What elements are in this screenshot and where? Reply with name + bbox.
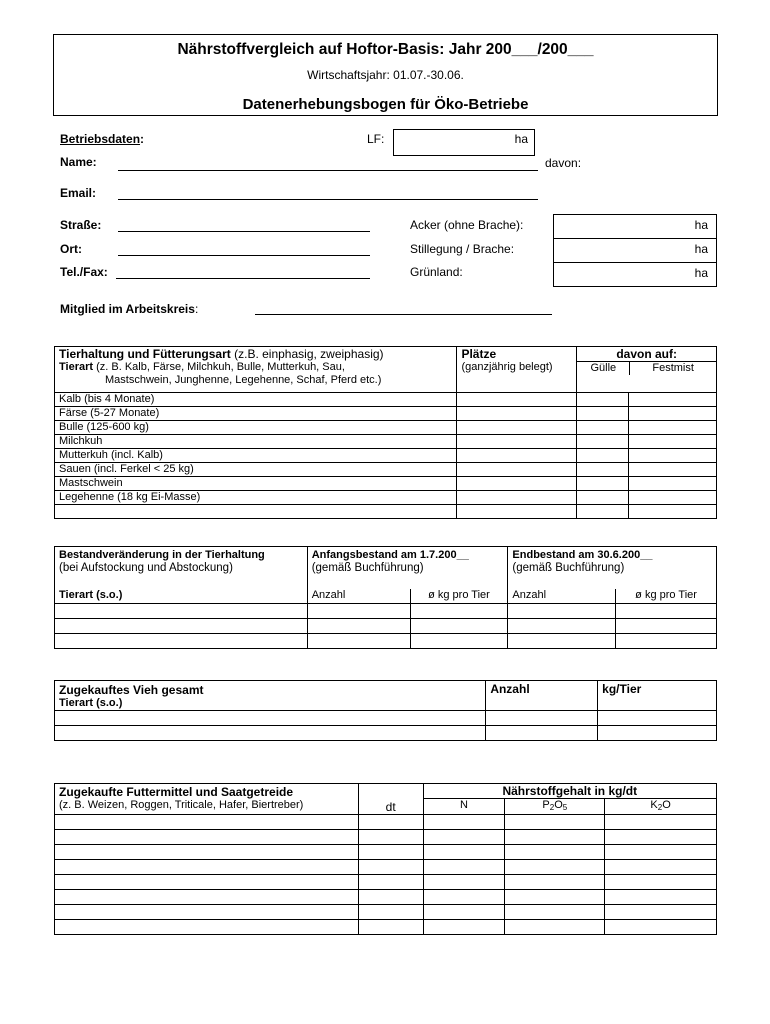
dt-header: dt xyxy=(358,784,423,815)
davon-label: davon: xyxy=(545,156,582,170)
header-box xyxy=(53,34,718,116)
zukauf-vieh-table xyxy=(54,680,717,741)
futtermittel-table xyxy=(54,783,717,935)
naehrstoff-header: Nährstoffgehalt in kg/dt xyxy=(423,784,716,799)
form-heading: Nährstoffvergleich auf Hoftor-Basis: Jahr 200___/200___ xyxy=(177,41,594,58)
name-field[interactable] xyxy=(118,170,538,171)
anfangsbestand-header: Anfangsbestand am 1.7.200__ (gemäß Buchführung) xyxy=(307,547,508,589)
tier-row: Mastschwein xyxy=(55,477,457,491)
mitglied-label: Mitglied im Arbeitskreis: xyxy=(60,302,199,316)
tier-row[interactable] xyxy=(55,505,457,519)
kg-pro-tier-header: ø kg pro Tier xyxy=(616,589,717,604)
p2o5-header: $P_2O_5$ xyxy=(505,799,605,815)
tier-row: Legehenne (18 kg Ei-Masse) xyxy=(55,491,457,505)
ort-label: Ort: xyxy=(60,242,82,256)
bestand-table xyxy=(54,546,717,649)
stillegung-ha-unit: ha xyxy=(694,242,708,256)
email-label: Email: xyxy=(60,186,97,200)
strasse-label: Straße: xyxy=(60,218,102,232)
futtermittel-header: Zugekaufte Futtermittel und Saatgetreide (z. B. Weizen, Roggen, Triticale, Hafer, Biertreber) xyxy=(55,784,359,815)
tier-row: Sauen (incl. Ferkel < 25 kg) xyxy=(55,463,457,477)
n-header: N xyxy=(423,799,505,815)
mitglied-field[interactable] xyxy=(255,314,552,315)
plaetze-header: Plätze (ganzjährig belegt) xyxy=(457,347,577,393)
anzahl-header: Anzahl xyxy=(486,681,598,711)
ha-unit: ha xyxy=(514,132,528,146)
davon-auf-header: davon auf: Gülle Festmist xyxy=(577,347,717,393)
tierhaltung-table xyxy=(54,346,717,519)
acker-label: Acker (ohne Brache): xyxy=(410,218,524,232)
gruenland-ha-unit: ha xyxy=(694,266,708,280)
endbestand-header: Endbestand am 30.6.200__ (gemäß Buchführung) xyxy=(508,547,717,589)
zukauf-vieh-header: Zugekauftes Vieh gesamt Tierart (s.o.) xyxy=(55,681,486,711)
tierart-header: Tierart (s.o.) xyxy=(55,589,308,604)
kg-tier-header: kg/Tier xyxy=(598,681,717,711)
ort-field[interactable] xyxy=(118,255,370,256)
tier-row: Färse (5-27 Monate) xyxy=(55,407,457,421)
tier-row: Bulle (125-600 kg) xyxy=(55,421,457,435)
kg-pro-tier-header: ø kg pro Tier xyxy=(410,589,508,604)
tier-row: Kalb (bis 4 Monate) xyxy=(55,393,457,407)
name-label: Name: xyxy=(60,155,97,169)
tel-field[interactable] xyxy=(116,278,370,279)
tier-row: Milchkuh xyxy=(55,435,457,449)
tierhaltung-header: Tierhaltung und Fütterungsart (z.B. einphasig, zweiphasig) Tierart (z. B. Kalb, Färse, Milchkuh, Bulle, Mutterkuh, Sau, Mastschwein, Junghenne, Legehenne, Schaf, Pferd etc.) xyxy=(55,347,457,393)
area-fields xyxy=(553,214,717,287)
form-title: Datenerhebungsbogen für Öko-Betriebe xyxy=(242,96,529,113)
fiscal-year-note: Wirtschaftsjahr: 01.07.-30.06. xyxy=(307,68,464,82)
strasse-field[interactable] xyxy=(118,231,370,232)
lf-label: LF: xyxy=(367,132,385,146)
bestand-header: Bestandveränderung in der Tierhaltung (bei Aufstockung und Abstockung) xyxy=(55,547,308,589)
tel-label: Tel./Fax: xyxy=(60,265,108,279)
betriebsdaten-heading: Betriebsdaten: xyxy=(60,132,145,146)
lf-field[interactable] xyxy=(393,129,535,156)
tier-row: Mutterkuh (incl. Kalb) xyxy=(55,449,457,463)
stillegung-label: Stillegung / Brache: xyxy=(410,242,515,256)
anzahl-header: Anzahl xyxy=(307,589,410,604)
k2o-header: $K_2O$ xyxy=(605,799,717,815)
gruenland-label: Grünland: xyxy=(410,265,463,279)
acker-ha-unit: ha xyxy=(694,218,708,232)
email-field[interactable] xyxy=(118,199,538,200)
anzahl-header: Anzahl xyxy=(508,589,616,604)
